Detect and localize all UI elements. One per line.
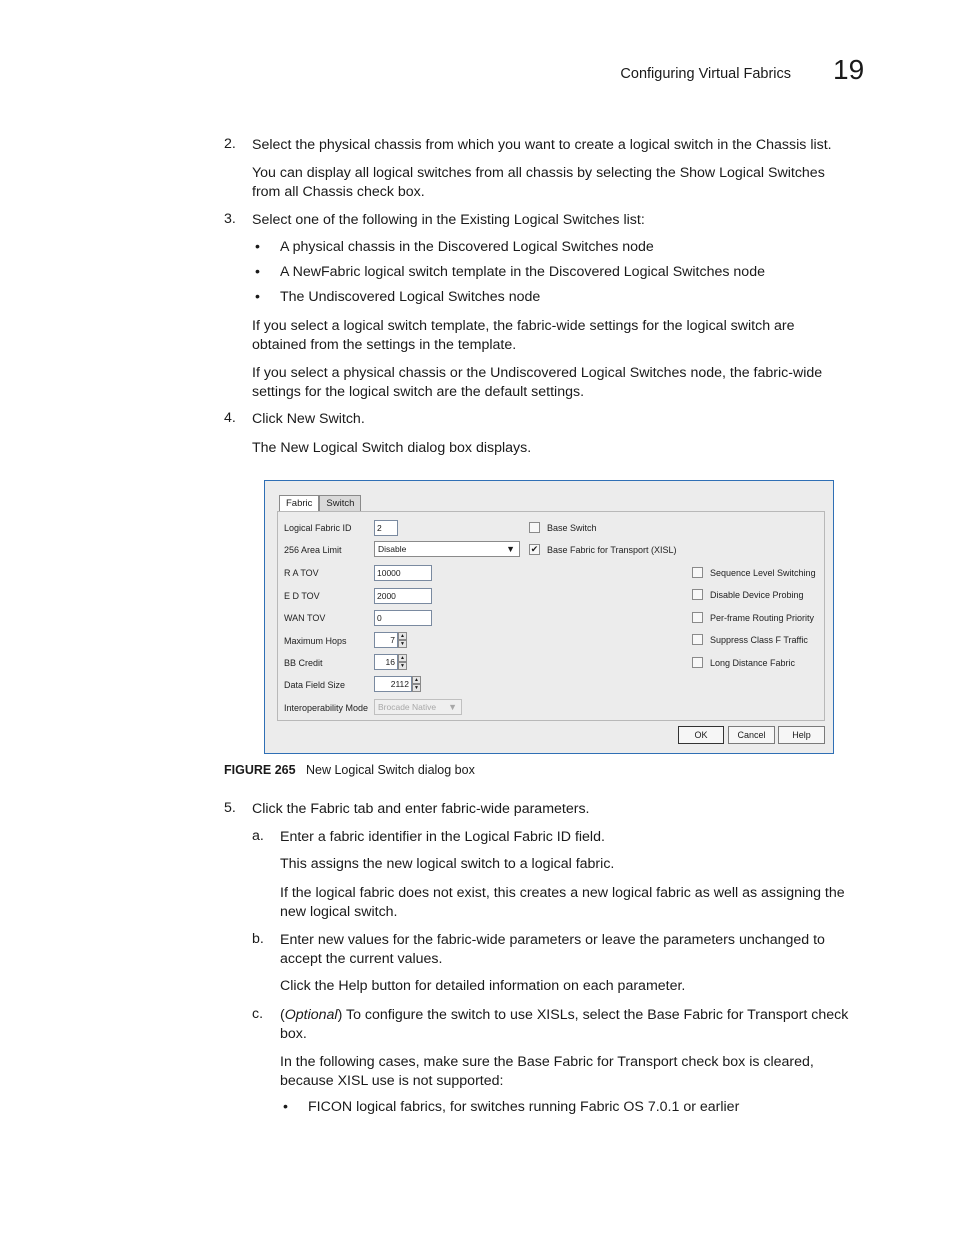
tab-bar: [279, 495, 361, 511]
suppress-class-f-checkbox[interactable]: [692, 634, 703, 645]
step-5-text: [252, 800, 862, 819]
list-item: A physical chassis in the Discovered Logical Switches node: [280, 239, 654, 255]
ui-term: Help: [338, 978, 368, 994]
spin-down-icon[interactable]: ▼: [398, 640, 407, 648]
substep-a-text: [280, 828, 870, 847]
ui-term: from all Chassis: [252, 184, 353, 200]
bb-credit-value[interactable]: 16: [374, 654, 398, 670]
spin-down-icon[interactable]: ▼: [398, 662, 407, 670]
paragraph: [280, 978, 685, 994]
text: list.: [806, 137, 832, 153]
paragraph: [252, 364, 862, 402]
text: If you select a logical switch template, the fabric-wide settings for the logical switch are: [252, 318, 795, 334]
text: ) To configure the switch to use XISLs, select the: [337, 1007, 648, 1023]
dropdown-arrow-icon: ▼: [506, 544, 515, 554]
figure-caption: [224, 763, 475, 777]
edtov-field[interactable]: 2000: [374, 588, 432, 604]
area-limit-select[interactable]: [374, 541, 520, 557]
text: dialog box displays.: [403, 440, 532, 456]
chapter-number: 19: [833, 54, 865, 85]
text: box.: [280, 1026, 307, 1042]
ui-term: Logical Fabric ID: [464, 829, 571, 845]
bullet-icon: •: [283, 1099, 288, 1115]
ui-term: New Switch: [286, 411, 361, 427]
text: list:: [619, 212, 645, 228]
text: because XISL use is not supported:: [280, 1073, 504, 1089]
checkmark-icon: ✔: [530, 544, 539, 554]
paragraph: [252, 439, 862, 458]
ui-term: Base Fabric for Transport: [647, 1007, 808, 1023]
substep-letter: b.: [252, 931, 264, 947]
base-switch-label: Base Switch: [547, 523, 597, 533]
text: .: [360, 411, 365, 427]
disable-probing-checkbox[interactable]: [692, 589, 703, 600]
base-fabric-checkbox[interactable]: [529, 544, 540, 555]
figure-label: FIGURE 265: [224, 763, 296, 777]
text: If you select a physical chassis or the Undiscovered Logical Switches node, the fabric-wide: [252, 365, 823, 381]
text: Select one of the following in the: [252, 212, 461, 228]
data-field-size-value[interactable]: 2112: [374, 676, 412, 692]
optional-text: Optional: [284, 1007, 338, 1023]
step-number: 2.: [224, 136, 236, 152]
text: (: [280, 1007, 285, 1023]
substep-c-text: [280, 1006, 880, 1044]
ui-term: Fabric: [310, 801, 350, 817]
step-4-text: [252, 410, 862, 429]
fabric-panel: [277, 511, 825, 721]
text: Click: [252, 411, 287, 427]
substep-b-text: [280, 931, 870, 969]
logical-fabric-id-field[interactable]: 2: [374, 520, 398, 536]
paragraph: [280, 1053, 870, 1091]
ui-term: Base Fabric for Transport: [517, 1054, 678, 1070]
ratov-label: R A TOV: [284, 568, 319, 578]
seq-switching-checkbox[interactable]: [692, 567, 703, 578]
tab-switch[interactable]: Switch: [319, 495, 361, 512]
text: Enter a fabric identifier in the: [280, 829, 465, 845]
base-switch-checkbox[interactable]: [529, 522, 540, 533]
base-fabric-label: Base Fabric for Transport (XISL): [547, 545, 677, 555]
disable-probing-label: Disable Device Probing: [710, 590, 804, 600]
edtov-label: E D TOV: [284, 591, 320, 601]
text: check: [807, 1007, 849, 1023]
substep-letter: c.: [252, 1006, 264, 1022]
ui-term: Show Logical Switches: [679, 165, 825, 181]
suppress-class-f-label: Suppress Class F Traffic: [710, 635, 808, 645]
text: In the following cases, make sure the: [280, 1054, 518, 1070]
data-field-size-stepper[interactable]: [374, 676, 421, 692]
step-number: 4.: [224, 410, 236, 426]
area-limit-value: Disable: [378, 544, 407, 554]
logical-fabric-id-label: Logical Fabric ID: [284, 523, 352, 533]
text: check box.: [352, 184, 425, 200]
bullet-icon: •: [255, 264, 260, 280]
dropdown-arrow-icon: ▼: [448, 702, 457, 712]
area-limit-label: 256 Area Limit: [284, 545, 342, 555]
long-distance-label: Long Distance Fabric: [710, 658, 796, 668]
spin-down-icon[interactable]: ▼: [412, 684, 421, 692]
figure-caption-text: New Logical Switch dialog box: [305, 763, 475, 777]
list-item: A NewFabric logical switch template in the Discovered Logical Switches node: [280, 264, 765, 280]
ui-term: Existing Logical Switches: [460, 212, 620, 228]
text: The: [252, 440, 281, 456]
text: You can display all logical switches from all chassis by selecting the: [252, 165, 680, 181]
bullet-icon: •: [255, 239, 260, 255]
ok-button[interactable]: OK: [678, 726, 724, 744]
text: Click the: [280, 978, 339, 994]
ui-term: New Logical Switch: [280, 440, 404, 456]
text: settings for the logical switch are the default settings.: [252, 384, 585, 400]
max-hops-value[interactable]: 7: [374, 632, 398, 648]
per-frame-checkbox[interactable]: [692, 612, 703, 623]
data-field-size-label: Data Field Size: [284, 680, 346, 690]
ui-term: Chassis: [755, 137, 807, 153]
cancel-button[interactable]: Cancel: [728, 726, 775, 744]
per-frame-label: Per-frame Routing Priority: [710, 613, 815, 623]
step-number: 3.: [224, 211, 236, 227]
paragraph: [280, 884, 870, 922]
max-hops-label: Maximum Hops: [284, 636, 347, 646]
text: Enter new values for the fabric-wide parameters or leave the parameters unchanged to: [280, 932, 825, 948]
ratov-field[interactable]: 10000: [374, 565, 432, 581]
text: Click the: [252, 801, 311, 817]
list-item: FICON logical fabrics, for switches running Fabric OS 7.0.1 or earlier: [308, 1099, 740, 1115]
text: Select the physical chassis from which you want to create a logical switch in the: [252, 137, 756, 153]
help-button[interactable]: Help: [778, 726, 825, 744]
spin-up-icon[interactable]: ▲: [412, 676, 421, 684]
text: If the logical fabric does not exist, this creates a new logical fabric as well as assigning the: [280, 885, 845, 901]
interop-mode-value: Brocade Native: [378, 702, 437, 712]
list-item: The Undiscovered Logical Switches node: [280, 289, 541, 305]
max-hops-stepper[interactable]: [374, 632, 407, 648]
interop-mode-label: Interoperability Mode: [284, 703, 369, 713]
text: button for detailed information on each parameter.: [367, 978, 686, 994]
wantov-label: WAN TOV: [284, 613, 326, 623]
text: check box is cleared,: [677, 1054, 814, 1070]
bb-credit-stepper[interactable]: [374, 654, 407, 670]
text: new logical switch.: [280, 904, 398, 920]
text: tab and enter fabric-wide parameters.: [349, 801, 590, 817]
long-distance-checkbox[interactable]: [692, 657, 703, 668]
bullet-icon: •: [255, 289, 260, 305]
text: obtained from the settings in the template.: [252, 337, 517, 353]
interop-mode-select: [374, 699, 462, 715]
step-2-text: [252, 136, 862, 155]
tab-fabric[interactable]: Fabric: [279, 495, 319, 512]
bb-credit-label: BB Credit: [284, 658, 323, 668]
step-number: 5.: [224, 800, 236, 816]
text: field.: [571, 829, 605, 845]
text: accept the current values.: [280, 951, 443, 967]
step-2-note: [252, 164, 862, 202]
seq-switching-label: Sequence Level Switching: [710, 568, 816, 578]
step-3-text: [252, 211, 862, 230]
paragraph: This assigns the new logical switch to a logical fabric.: [280, 856, 615, 872]
spin-up-icon[interactable]: ▲: [398, 654, 407, 662]
wantov-field[interactable]: 0: [374, 610, 432, 626]
spin-up-icon[interactable]: ▲: [398, 632, 407, 640]
chapter-title: Configuring Virtual Fabrics: [620, 66, 791, 82]
paragraph: [252, 317, 862, 355]
substep-letter: a.: [252, 828, 264, 844]
new-logical-switch-dialog: [264, 480, 834, 754]
